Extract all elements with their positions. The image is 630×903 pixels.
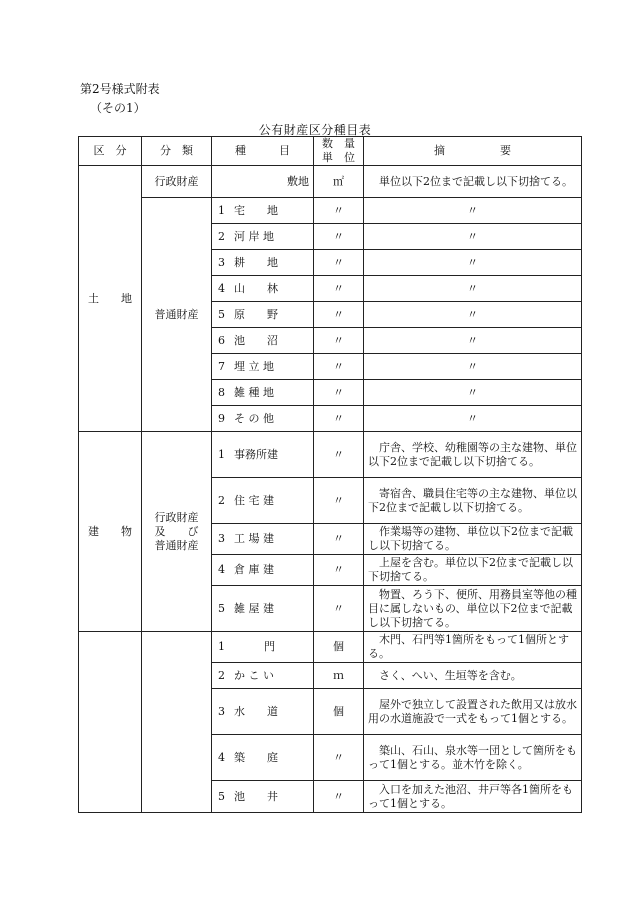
shumoku-cell: 6 池 沼 (212, 328, 314, 354)
bunrui-futsu: 普通財産 (142, 198, 212, 432)
tekiyo-cell: 単位以下2位まで記載し以下切捨てる。 (364, 166, 582, 198)
tani-cell: ｍ (314, 663, 364, 689)
bunrui-structures (142, 632, 212, 813)
header-row (79, 137, 582, 166)
col-tani: 数 量 単 位 (314, 137, 364, 166)
bunrui-gyosei: 行政財産 (142, 166, 212, 198)
shumoku-cell: 5 雑 屋 建 (212, 586, 314, 632)
tekiyo-cell: 〃 (364, 224, 582, 250)
tani-cell: 個 (314, 689, 364, 735)
shumoku-cell: 2 か こ い (212, 663, 314, 689)
bunrui-building: 行政財産 及 び 普通財産 (142, 432, 212, 632)
tekiyo-cell: 〃 (364, 380, 582, 406)
tekiyo-cell: 寄宿舎、職員住宅等の主な建物、単位以下2位まで記載し以下切捨てる。 (364, 478, 582, 524)
col-tekiyo: 摘 要 (364, 137, 582, 166)
shumoku-cell: 1 宅 地 (212, 198, 314, 224)
col-shumoku: 種 目 (212, 137, 314, 166)
col-bunrui: 分 類 (142, 137, 212, 166)
tekiyo-cell: 築山、石山、泉水等一団として箇所をもって1個とする。並木竹を除く。 (364, 735, 582, 781)
tani-cell: 〃 (314, 198, 364, 224)
table-row (79, 198, 582, 224)
shumoku-cell: 2 住 宅 建 (212, 478, 314, 524)
shumoku-cell: 4 倉 庫 建 (212, 555, 314, 586)
tekiyo-cell: 〃 (364, 406, 582, 432)
shumoku-cell: 4 山 林 (212, 276, 314, 302)
part-label: （その1） (90, 101, 146, 115)
tani-cell: 〃 (314, 328, 364, 354)
tekiyo-cell: 〃 (364, 328, 582, 354)
shumoku-cell: 2 河 岸 地 (212, 224, 314, 250)
tani-cell: 〃 (314, 354, 364, 380)
tani-cell: 〃 (314, 555, 364, 586)
shumoku-cell: 1 事務所建 (212, 432, 314, 478)
tani-cell: 〃 (314, 406, 364, 432)
tani-cell: 〃 (314, 478, 364, 524)
kubun-structures (79, 632, 142, 813)
shumoku-cell: 4 築 庭 (212, 735, 314, 781)
tani-cell: 〃 (314, 250, 364, 276)
shumoku-cell: 3 水 道 (212, 689, 314, 735)
tani-cell: 〃 (314, 380, 364, 406)
shumoku-shikichi: 敷地 (212, 166, 314, 198)
table-caption: 公有財産区分種目表 (258, 123, 372, 137)
kubun-land: 土 地 (79, 166, 142, 432)
tani-cell: 〃 (314, 432, 364, 478)
tekiyo-cell: 〃 (364, 250, 582, 276)
table-row (79, 632, 582, 663)
tani-cell: ㎡ (314, 166, 364, 198)
tani-cell: 〃 (314, 302, 364, 328)
kubun-building: 建 物 (79, 432, 142, 632)
tani-cell: 〃 (314, 781, 364, 813)
tekiyo-cell: 庁舎、学校、幼稚園等の主な建物、単位以下2位まで記載し以下切捨てる。 (364, 432, 582, 478)
classification-table (78, 136, 582, 813)
tekiyo-cell: 木門、石門等1箇所をもって1個所とする。 (364, 632, 582, 663)
tekiyo-cell: 作業場等の建物、単位以下2位まで記載し以下切捨てる。 (364, 524, 582, 555)
tekiyo-cell: さく、へい、生垣等を含む。 (364, 663, 582, 689)
table-row (79, 166, 582, 198)
tani-cell: 〃 (314, 276, 364, 302)
tekiyo-cell: 〃 (364, 276, 582, 302)
tekiyo-cell: 〃 (364, 302, 582, 328)
tani-cell: 〃 (314, 735, 364, 781)
col-kubun: 区 分 (79, 137, 142, 166)
shumoku-cell: 7 埋 立 地 (212, 354, 314, 380)
shumoku-cell: 5 原 野 (212, 302, 314, 328)
tani-cell: 〃 (314, 524, 364, 555)
tekiyo-cell: 〃 (364, 354, 582, 380)
tekiyo-cell: 〃 (364, 198, 582, 224)
tekiyo-cell: 屋外で独立して設置された飲用又は放水用の水道施設で一式をもって1個とする。 (364, 689, 582, 735)
shumoku-cell: 8 雑 種 地 (212, 380, 314, 406)
tekiyo-cell: 物置、ろう下、便所、用務員室等他の種目に属しないもの、単位以下2位まで記載し以下切捨てる。 (364, 586, 582, 632)
tekiyo-cell: 上屋を含む。単位以下2位まで記載し以下切捨てる。 (364, 555, 582, 586)
shumoku-cell: 5 池 井 (212, 781, 314, 813)
form-title: 第2号様式附表 (80, 82, 160, 96)
shumoku-cell: 1 門 (212, 632, 314, 663)
tani-cell: 個 (314, 632, 364, 663)
tekiyo-cell: 入口を加えた池沼、井戸等各1箇所をもって1個とする。 (364, 781, 582, 813)
tani-cell: 〃 (314, 586, 364, 632)
shumoku-cell: 9 そ の 他 (212, 406, 314, 432)
shumoku-cell: 3 工 場 建 (212, 524, 314, 555)
shumoku-cell: 3 耕 地 (212, 250, 314, 276)
tani-cell: 〃 (314, 224, 364, 250)
table-row (79, 432, 582, 478)
